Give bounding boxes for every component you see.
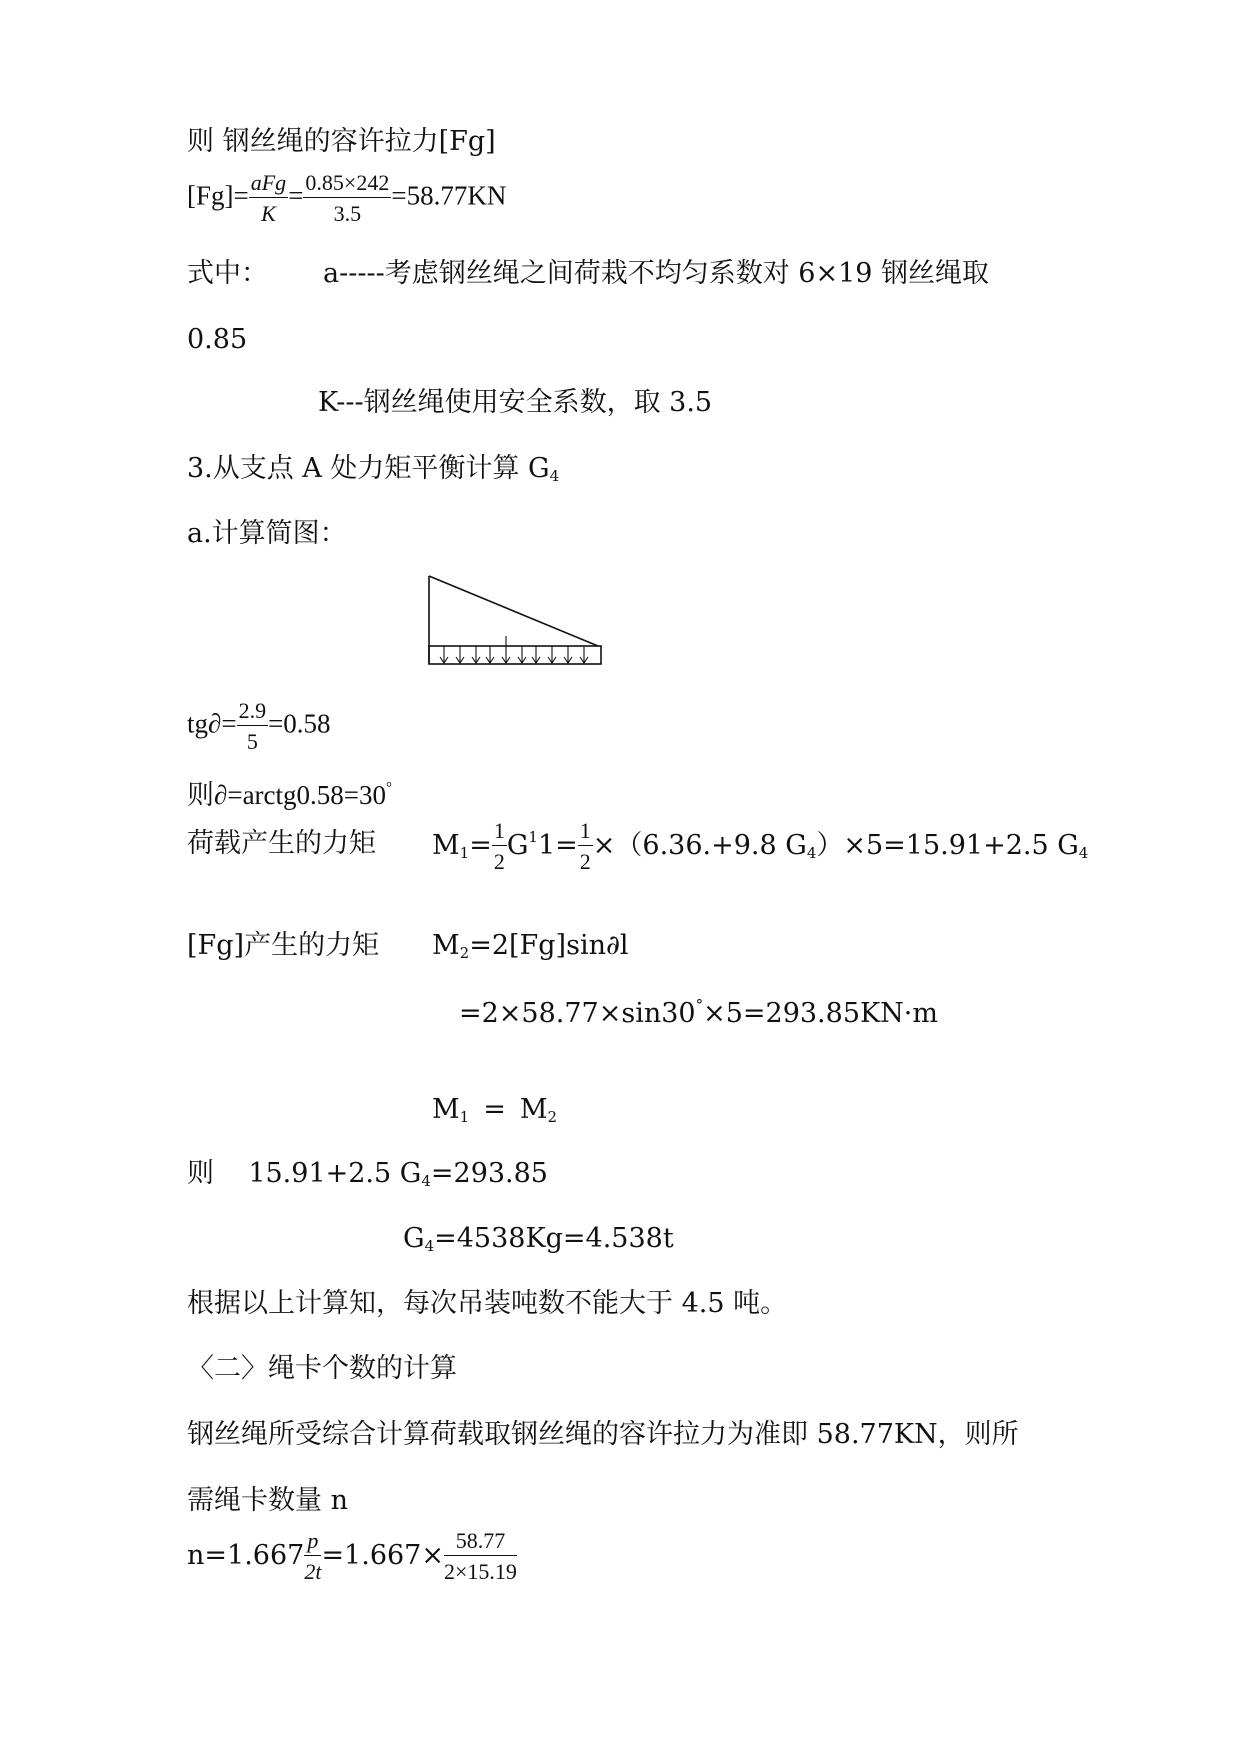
fraction-1-2 xyxy=(492,820,507,873)
section-heading-clip-count: 〈二〉绳卡个数的计算 xyxy=(187,1353,457,1384)
symbol-g: G xyxy=(506,830,529,861)
eq-text: =2×58.77×sin30 xyxy=(459,998,696,1029)
subscript: 2 xyxy=(547,1108,558,1126)
eq-text: ）×5=15.91+2.5 G xyxy=(816,830,1079,861)
subscript: 2 xyxy=(459,944,470,962)
equation-m2 xyxy=(432,932,629,961)
subscript: 4 xyxy=(549,467,560,485)
fraction-numerator: 1 xyxy=(578,820,593,846)
subscript: 4 xyxy=(1078,844,1089,862)
heading-moment-balance xyxy=(187,455,559,484)
eq-arctg-text: 则∂=arctg0.58=30 xyxy=(187,780,387,810)
eq-text: ×（6.36.+9.8 G xyxy=(592,830,807,861)
eq-sign: = xyxy=(469,830,492,861)
fraction-denominator: 5 xyxy=(246,729,258,754)
eq-text: 1= xyxy=(537,830,578,861)
paragraph-line-2: 需绳卡数量 n xyxy=(187,1485,348,1516)
subscript: 4 xyxy=(424,1237,435,1255)
fraction-numerator: 1 xyxy=(492,820,507,846)
degree-mark: ° xyxy=(695,996,704,1014)
fraction-numerator: 2.9 xyxy=(237,700,269,726)
fraction-p-2t xyxy=(304,1530,321,1583)
symbol-g: G xyxy=(403,1223,425,1254)
diagram-beam xyxy=(429,646,601,664)
eq-sign: = xyxy=(483,1094,506,1125)
fraction-1-2-second xyxy=(578,820,593,873)
heading-text: 3.从支点 A 处力矩平衡计算 G xyxy=(187,453,550,484)
equation-tg xyxy=(187,700,331,753)
fraction-denominator: 2 xyxy=(493,849,505,874)
diagram-inclined-rope xyxy=(429,576,598,646)
equation-m1-equals-m2 xyxy=(432,1096,557,1125)
eq-fg-lhs: [Fg]= xyxy=(187,180,249,211)
eq-text: =293.85 xyxy=(430,1158,548,1189)
line-allowable-tension: 则 钢丝绳的容许拉力[Fg] xyxy=(187,126,496,157)
fraction-085x242-35 xyxy=(303,172,391,225)
eq-tg-lhs: tg∂= xyxy=(187,708,237,739)
diagram-load-arrows xyxy=(440,636,588,663)
paragraph-line-1: 钢丝绳所受综合计算荷载取钢丝绳的容许拉力为准即 58.77KN，则所 xyxy=(187,1419,1019,1450)
degree-mark: ° xyxy=(386,780,393,796)
fraction-numerator: p xyxy=(304,1530,321,1556)
subscript: 4 xyxy=(806,844,817,862)
eq-fg-rhs: =58.77KN xyxy=(391,180,507,211)
eq-text: n=1.667 xyxy=(187,1540,305,1571)
line-moment-m2-label: [Fg]产生的力矩 xyxy=(187,930,380,961)
subscript: 1 xyxy=(459,1108,470,1126)
calculation-diagram xyxy=(428,574,604,666)
fraction-denominator: 2t xyxy=(304,1559,322,1584)
subscript: 4 xyxy=(421,1172,431,1190)
symbol-m: M xyxy=(432,930,460,961)
line-where-label: 式中： xyxy=(187,258,268,289)
equation-fg xyxy=(187,172,506,225)
equation-then xyxy=(187,1160,548,1189)
fraction-29-5 xyxy=(237,700,269,753)
fraction-5877-2x1519 xyxy=(444,1530,517,1583)
eq-tg-rhs: =0.58 xyxy=(268,708,331,739)
fraction-denominator: K xyxy=(261,201,276,226)
fraction-afg-k xyxy=(249,172,288,225)
equation-m2-value xyxy=(459,998,938,1027)
eq-sign: = xyxy=(288,180,304,211)
line-moment-m1-label: 荷载产生的力矩 xyxy=(187,828,376,859)
line-coefficient-a: a-----考虑钢丝绳之间荷栽不均匀系数对 6×19 钢丝绳取 xyxy=(323,258,990,289)
superscript: 1 xyxy=(528,828,538,846)
eq-text: 则 15.91+2.5 G xyxy=(187,1158,422,1189)
equation-g4-result xyxy=(403,1225,674,1254)
eq-text: =4538Kg=4.538t xyxy=(434,1223,674,1254)
subscript: 1 xyxy=(459,844,470,862)
fraction-numerator: aFg xyxy=(249,172,288,198)
symbol-m: M xyxy=(432,1094,460,1125)
fraction-numerator: 0.85×242 xyxy=(303,172,391,198)
fraction-denominator: 2 xyxy=(579,849,591,874)
line-safety-factor-k: K---钢丝绳使用安全系数，取 3.5 xyxy=(318,387,713,418)
fraction-denominator: 2×15.19 xyxy=(443,1559,517,1584)
fraction-numerator: 58.77 xyxy=(444,1530,517,1556)
line-conclusion: 根据以上计算知，每次吊装吨数不能大于 4.5 吨。 xyxy=(187,1288,788,1319)
eq-text: =2[Fg]sin∂l xyxy=(469,930,629,961)
symbol-m: M xyxy=(519,1094,548,1125)
equation-arctg xyxy=(187,781,392,809)
heading-calc-diagram: a.计算简图： xyxy=(187,518,347,549)
eq-text: =1.667× xyxy=(321,1540,444,1571)
symbol-m: M xyxy=(432,830,460,861)
equation-n xyxy=(187,1530,517,1583)
line-085: 0.85 xyxy=(187,324,248,355)
equation-m1 xyxy=(432,820,1088,873)
fraction-denominator: 3.5 xyxy=(333,201,362,226)
eq-text: ×5=293.85KN·m xyxy=(703,998,938,1029)
